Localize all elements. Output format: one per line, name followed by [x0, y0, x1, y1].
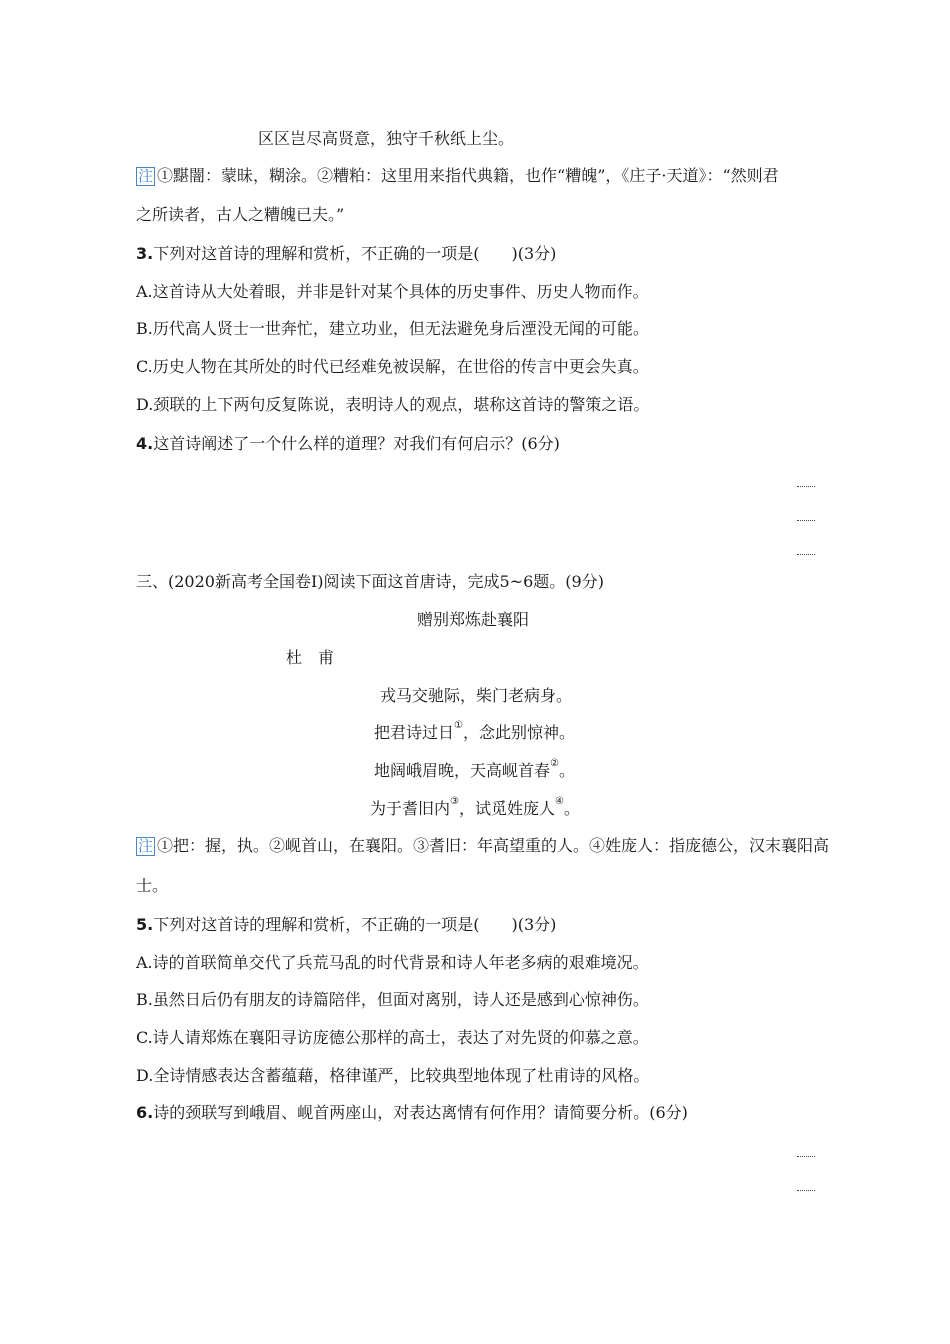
q3-option-a: A.这首诗从大处着眼，并非是针对某个具体的历史事件、历史人物而作。: [136, 282, 649, 301]
poem-line: 把君诗过日①，念此别惊神。: [374, 720, 575, 742]
poem-line: 为于耆旧内③，试觅姓庞人④。: [370, 796, 580, 818]
answer-line: [797, 1190, 815, 1191]
question-stem: 下列对这首诗的理解和赏析，不正确的一项是( )(3分): [153, 915, 557, 934]
poem-line: 地阔峨眉晚，天高岘首春②。: [374, 758, 575, 780]
q5-option-b: B.虽然日后仍有朋友的诗篇陪伴，但面对离别，诗人还是感到心惊神伤。: [136, 990, 649, 1009]
note-tag: 注: [138, 837, 154, 855]
question-stem: 诗的颈联写到峨眉、岘首两座山，对表达离情有何作用？请简要分析。(6分): [153, 1103, 688, 1122]
note-text: ①把：握，执。②岘首山，在襄阳。③耆旧：年高望重的人。④姓庞人：指庞德公，汉末襄阳高: [157, 836, 830, 855]
note-text: ①黮闇：蒙昧，糊涂。②糟粕：这里用来指代典籍，也作“糟魄”，《庄子·天道》：“然则君: [157, 166, 779, 185]
question-number: 4.: [136, 434, 154, 453]
poem-title: 赠别郑炼赴襄阳: [417, 610, 530, 629]
question-stem: 下列对这首诗的理解和赏析，不正确的一项是( )(3分): [153, 244, 557, 263]
question-3: [136, 244, 556, 264]
question-number: 3.: [136, 244, 154, 263]
q3-option-d: D.颈联的上下两句反复陈说，表明诗人的观点，堪称这首诗的警策之语。: [136, 395, 650, 414]
question-stem: 这首诗阐述了一个什么样的道理？对我们有何启示？(6分): [153, 434, 560, 453]
footnote-marker: ①: [454, 720, 463, 731]
poem1-note: [136, 166, 779, 186]
q3-option-b: B.历代高人贤士一世奔忙，建立功业，但无法避免身后湮没无闻的可能。: [136, 319, 649, 338]
poem2-note: [136, 836, 829, 856]
poem2-note-cont: 士。: [136, 876, 169, 895]
question-5: [136, 915, 556, 935]
answer-line: [797, 1156, 815, 1157]
poem-line: 戎马交驰际，柴门老病身。: [380, 686, 573, 705]
q3-option-c: C.历史人物在其所处的时代已经难免被误解，在世俗的传言中更会失真。: [136, 357, 649, 376]
footnote-marker: ③: [450, 796, 459, 807]
poem-author: 杜 甫: [286, 648, 335, 667]
answer-line: [797, 486, 815, 487]
poem1-note-cont: 之所读者，古人之糟魄已夫。”: [136, 205, 345, 224]
question-number: 6.: [136, 1103, 154, 1122]
question-4: [136, 434, 560, 454]
footnote-marker: ②: [550, 758, 559, 769]
question-number: 5.: [136, 915, 154, 934]
poem1-last-line: 区区岂尽高贤意，独守千秋纸上尘。: [258, 129, 515, 148]
question-6: [136, 1103, 688, 1123]
section-heading: 三、(2020新高考全国卷Ⅰ)阅读下面这首唐诗，完成5~6题。(9分): [136, 572, 604, 591]
note-tag: 注: [138, 167, 154, 185]
footnote-marker: ④: [555, 796, 564, 807]
q5-option-c: C.诗人请郑炼在襄阳寻访庞德公那样的高士，表达了对先贤的仰慕之意。: [136, 1028, 649, 1047]
q5-option-a: A.诗的首联简单交代了兵荒马乱的时代背景和诗人年老多病的艰难境况。: [136, 953, 649, 972]
answer-line: [797, 554, 815, 555]
answer-line: [797, 520, 815, 521]
q5-option-d: D.全诗情感表达含蓄蕴藉，格律谨严，比较典型地体现了杜甫诗的风格。: [136, 1066, 650, 1085]
